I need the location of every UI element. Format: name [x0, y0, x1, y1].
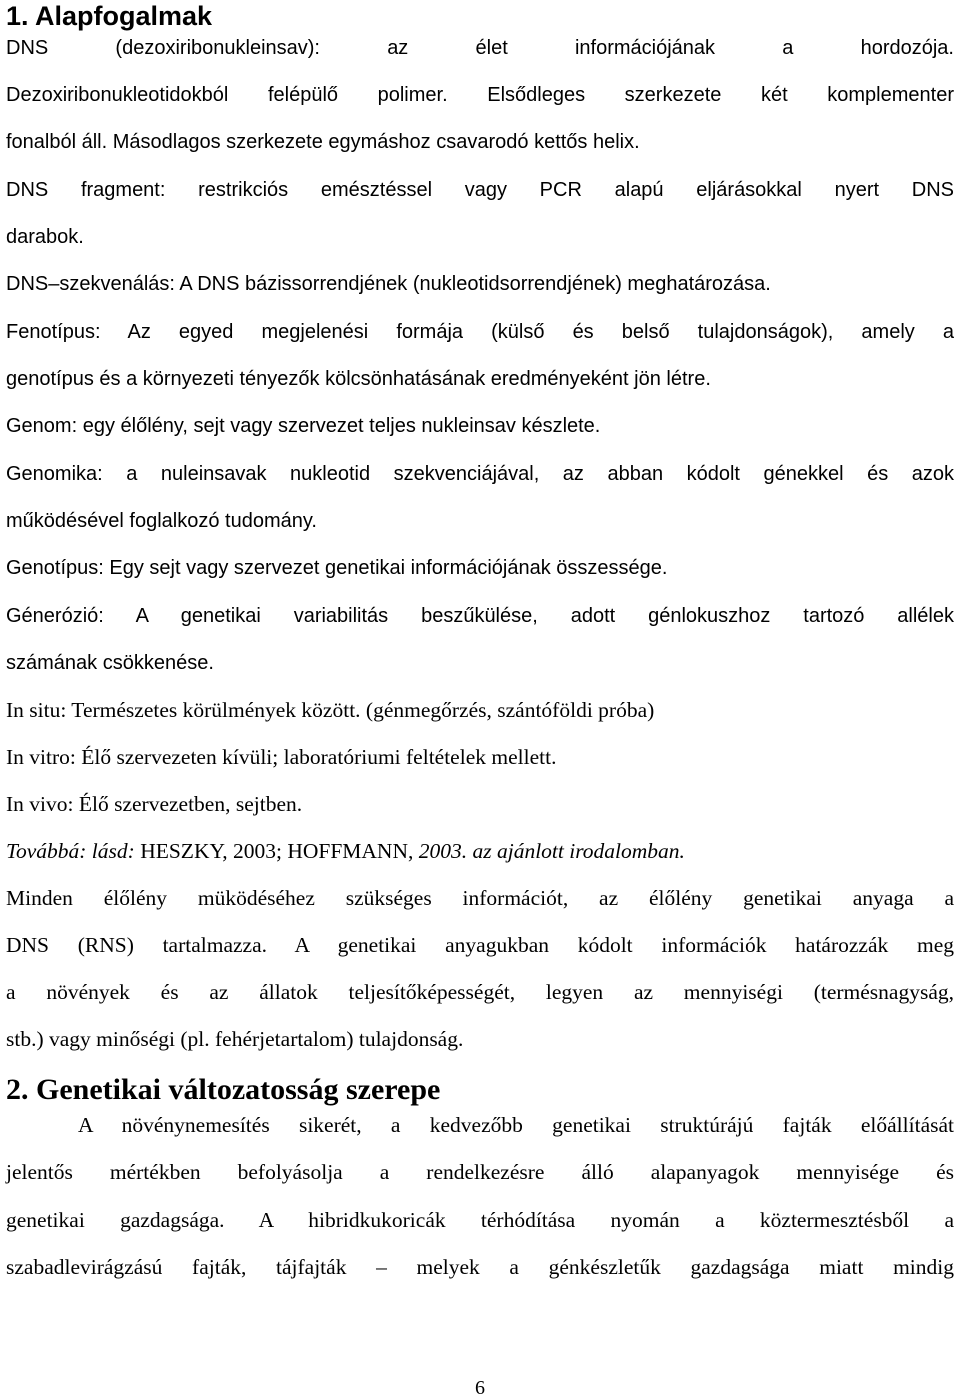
- text-line: fonalból áll. Másodlagos szerkezete egymáshoz csavarodó kettős helix.: [6, 131, 640, 153]
- paragraph-line: DNS (RNS) tartalmazza. A genetikai anyagukban kódolt információk határozzák meg: [6, 933, 954, 957]
- text-line: Genomika: a nuleinsavak nukleotid szekvenciájával, az abban kódolt génekkel és azok: [6, 463, 954, 485]
- paragraph-line: Minden élőlény müködéséhez szükséges információt, az élőlény genetikai anyaga a: [6, 886, 954, 910]
- reference-lead: Továbbá: lásd:: [6, 839, 135, 863]
- text-line: DNS (dezoxiribonukleinsav): az élet információjának a hordozója.: [6, 37, 954, 59]
- text-line: számának csökkenése.: [6, 652, 214, 674]
- paragraph-line: a növények és az állatok teljesítőképességét, legyen az mennyiségi (termésnagyság,: [6, 980, 954, 1004]
- text-line: DNS fragment: restrikciós emésztéssel vagy PCR alapú eljárásokkal nyert DNS: [6, 179, 954, 201]
- reference-line: [6, 837, 685, 865]
- text-line: In vitro: Élő szervezeten kívüli; laboratóriumi feltételek mellett.: [6, 745, 557, 769]
- text-line: Fenotípus: Az egyed megjelenési formája (külső és belső tulajdonságok), amely a: [6, 321, 954, 343]
- text-line: darabok.: [6, 226, 84, 248]
- text-line: Génerózió: A genetikai variabilitás beszűkülése, adott génlokuszhoz tartozó allélek: [6, 605, 954, 627]
- page-number: 6: [475, 1377, 485, 1399]
- paragraph-line: genetikai gazdagsága. A hibridkukoricák térhódítása nyomán a köztermesztésből a: [6, 1208, 954, 1232]
- text-line: működésével foglalkozó tudomány.: [6, 510, 317, 532]
- reference-tail: 2003. az ajánlott irodalomban.: [418, 839, 685, 863]
- paragraph-line: jelentős mértékben befolyásolja a rendelkezésre álló alapanyagok mennyisége és: [6, 1160, 954, 1184]
- section-1-heading: 1. Alapfogalmak: [6, 1, 213, 31]
- text-line: In vivo: Élő szervezetben, sejtben.: [6, 792, 303, 816]
- text-line: Genom: egy élőlény, sejt vagy szervezet teljes nukleinsav készlete.: [6, 415, 601, 437]
- paragraph-line: szabadlevirágzású fajták, tájfajták – melyek a génkészletűk gazdagsága miatt mindig: [6, 1255, 954, 1279]
- paragraph-line: stb.) vagy minőségi (pl. fehérjetartalom) tulajdonság.: [6, 1027, 464, 1051]
- text-line: Genotípus: Egy sejt vagy szervezet genetikai információjának összessége.: [6, 557, 668, 579]
- text-line: DNS–szekvenálás: A DNS bázissorrendjének (nukleotidsorrendjének) meghatározása.: [6, 273, 771, 295]
- text-line: Dezoxiribonukleotidokból felépülő polimer. Elsődleges szerkezete két komplementer: [6, 84, 954, 106]
- text-line: genotípus és a környezeti tényezők kölcsönhatásának eredményeként jön létre.: [6, 368, 711, 390]
- text-line: In situ: Természetes körülmények között. (génmegőrzés, szántóföldi próba): [6, 698, 655, 722]
- reference-authors: HESZKY, 2003; HOFFMANN,: [134, 839, 419, 863]
- section-2-heading: 2. Genetikai változatosság szerepe: [6, 1073, 441, 1106]
- paragraph-line: A növénynemesítés sikerét, a kedvezőbb genetikai struktúrájú fajták előállítását: [78, 1113, 954, 1137]
